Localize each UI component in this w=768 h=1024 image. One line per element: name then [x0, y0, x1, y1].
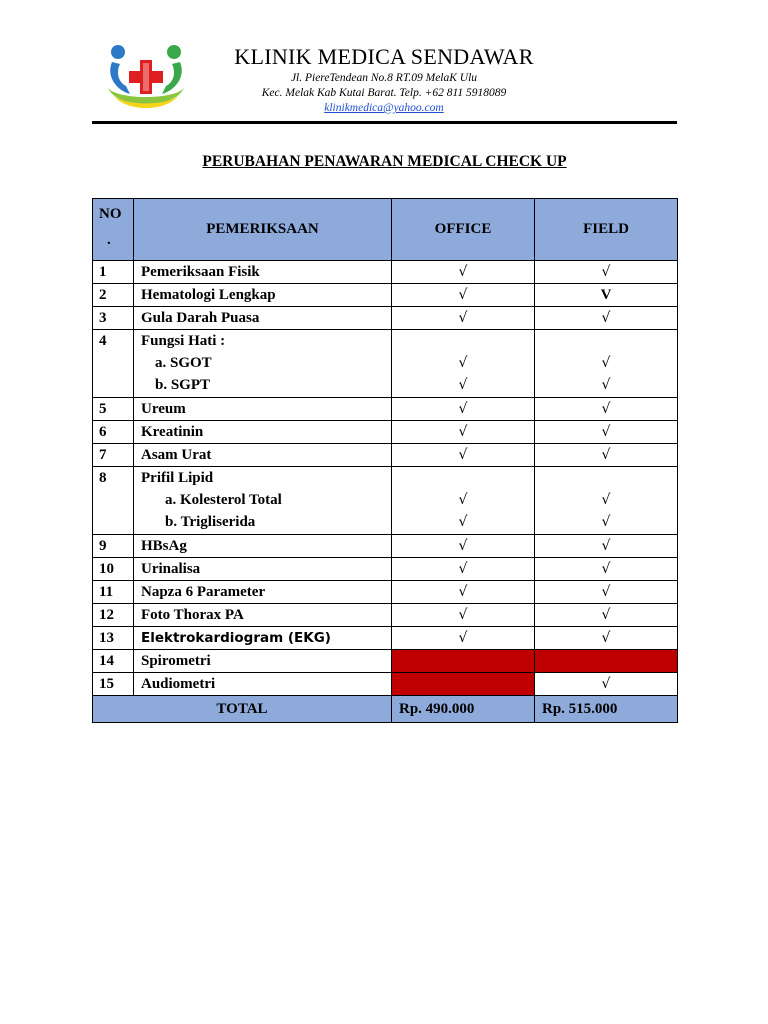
row-no: 6	[93, 421, 134, 444]
table-row	[93, 444, 678, 467]
field-check	[535, 467, 678, 535]
clinic-logo-icon	[104, 42, 188, 114]
office-check: √	[392, 581, 535, 604]
table-row	[93, 284, 678, 307]
field-sub-check: √	[601, 492, 611, 508]
row-no: 7	[93, 444, 134, 467]
address-line-2: Kec. Melak Kab Kutai Barat. Telp. +62 811 5918089	[261, 87, 507, 99]
office-check: √	[392, 261, 535, 284]
table-row	[93, 673, 678, 696]
field-check: √	[535, 261, 678, 284]
table-row	[93, 581, 678, 604]
table-row	[93, 261, 678, 284]
row-no: 14	[93, 650, 134, 673]
header-field: FIELD	[535, 199, 678, 261]
table-row	[93, 467, 678, 535]
office-sub-check: √	[458, 355, 468, 371]
table-row	[93, 330, 678, 398]
field-sub-check: √	[601, 377, 611, 393]
office-check: √	[392, 604, 535, 627]
header-no: NO .	[93, 199, 134, 261]
field-check: √	[535, 307, 678, 330]
total-row	[93, 696, 678, 723]
row-sub-item: a. SGOT	[155, 355, 212, 371]
address-line-1: Jl. PiereTendean No.8 RT.09 MelaK Ulu	[290, 72, 478, 84]
row-no: 8	[93, 467, 134, 535]
row-exam	[134, 330, 392, 398]
table-row	[93, 650, 678, 673]
document-title: PERUBAHAN PENAWARAN MEDICAL CHECK UP	[202, 153, 567, 170]
row-no: 9	[93, 535, 134, 558]
row-sub-item: a. Kolesterol Total	[165, 492, 282, 508]
office-excluded-cell	[392, 673, 535, 696]
field-check: √	[535, 581, 678, 604]
row-exam: Ureum	[134, 398, 392, 421]
row-exam: Foto Thorax PA	[134, 604, 392, 627]
table-header-row	[93, 199, 678, 261]
field-check: √	[535, 444, 678, 467]
mcu-offer-table	[92, 198, 678, 723]
table-row	[93, 535, 678, 558]
row-exam-title: Fungsi Hati :	[141, 333, 226, 349]
office-check: √	[392, 421, 535, 444]
total-field-price: Rp. 515.000	[535, 696, 678, 723]
row-no: 2	[93, 284, 134, 307]
field-sub-check: √	[601, 514, 611, 530]
table-row	[93, 604, 678, 627]
office-check: √	[392, 558, 535, 581]
clinic-name: KLINIK MEDICA SENDAWAR	[234, 44, 534, 69]
office-check: √	[392, 307, 535, 330]
row-exam: Hematologi Lengkap	[134, 284, 392, 307]
row-no: 10	[93, 558, 134, 581]
office-sub-check: √	[458, 492, 468, 508]
total-office-price: Rp. 490.000	[392, 696, 535, 723]
row-no: 13	[93, 627, 134, 650]
row-exam: HBsAg	[134, 535, 392, 558]
office-sub-check: √	[458, 377, 468, 393]
table-row	[93, 307, 678, 330]
row-exam: Kreatinin	[134, 421, 392, 444]
office-check	[392, 467, 535, 535]
office-excluded-cell	[392, 650, 535, 673]
office-check: √	[392, 398, 535, 421]
table-row	[93, 398, 678, 421]
office-check: √	[392, 627, 535, 650]
row-no: 5	[93, 398, 134, 421]
row-exam: Gula Darah Puasa	[134, 307, 392, 330]
field-check	[535, 330, 678, 398]
field-check: √	[535, 421, 678, 444]
row-sub-item: b. SGPT	[155, 377, 211, 393]
row-no: 3	[93, 307, 134, 330]
field-check: √	[535, 627, 678, 650]
header-office: OFFICE	[392, 199, 535, 261]
office-check	[392, 330, 535, 398]
row-exam: Spirometri	[134, 650, 392, 673]
row-exam: Napza 6 Parameter	[134, 581, 392, 604]
row-exam: Asam Urat	[134, 444, 392, 467]
header-divider	[92, 121, 677, 124]
row-exam	[134, 467, 392, 535]
email-link[interactable]: klinikmedica@yahoo.com	[324, 102, 444, 114]
field-check: √	[535, 398, 678, 421]
row-no: 15	[93, 673, 134, 696]
row-no: 1	[93, 261, 134, 284]
row-no: 11	[93, 581, 134, 604]
row-exam: Elektrokardiogram (EKG)	[134, 627, 392, 650]
field-sub-check: √	[601, 355, 611, 371]
row-no: 12	[93, 604, 134, 627]
field-check: √	[535, 558, 678, 581]
office-check: √	[392, 444, 535, 467]
office-sub-check: √	[458, 514, 468, 530]
office-check: √	[392, 535, 535, 558]
total-label: TOTAL	[93, 696, 392, 723]
field-check: √	[535, 535, 678, 558]
field-check: √	[535, 604, 678, 627]
table-row	[93, 558, 678, 581]
office-check: √	[392, 284, 535, 307]
row-exam: Audiometri	[134, 673, 392, 696]
table-row	[93, 627, 678, 650]
row-sub-item: b. Trigliserida	[165, 514, 256, 530]
row-exam: Urinalisa	[134, 558, 392, 581]
header-exam: PEMERIKSAAN	[134, 199, 392, 261]
field-check: V	[535, 284, 678, 307]
field-check: √	[535, 673, 678, 696]
row-exam-title: Prifil Lipid	[141, 470, 214, 486]
table-row	[93, 421, 678, 444]
row-no: 4	[93, 330, 134, 398]
field-excluded-cell	[535, 650, 678, 673]
row-exam: Pemeriksaan Fisik	[134, 261, 392, 284]
